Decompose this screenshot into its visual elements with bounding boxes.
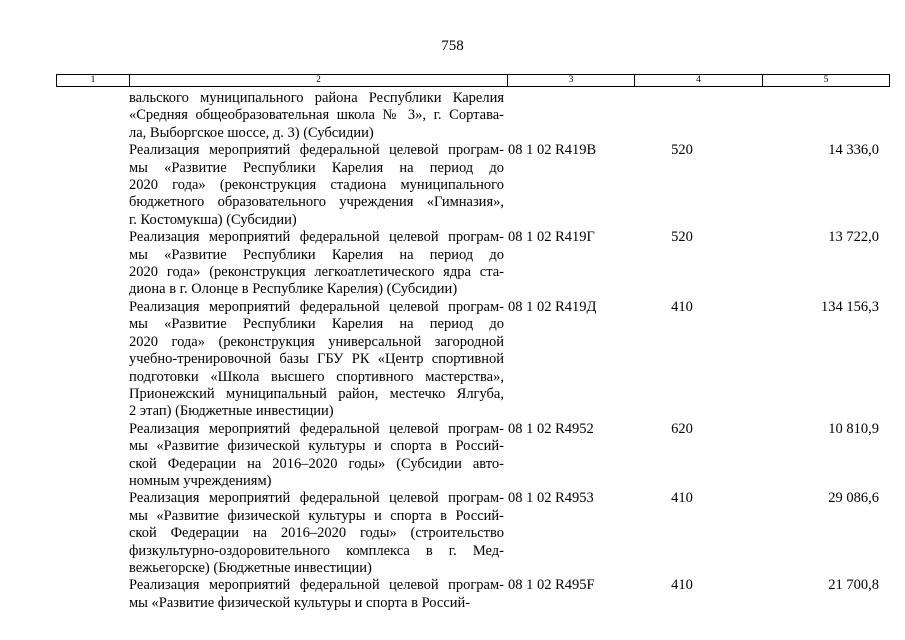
expense-description — [129, 577, 504, 612]
header-cell-4: 4 — [635, 75, 763, 87]
description-line: подготовки «Школа высшего спортивного мастерства», — [129, 368, 504, 385]
description-line: вальского муниципального района Республики Карелия — [129, 90, 504, 106]
table-row — [56, 421, 889, 491]
description-line: мы «Развитие Республики Карелия на период до — [129, 246, 504, 263]
description-line: мы «Развитие Республики Карелия на период до — [129, 159, 504, 176]
description-line: мы «Развитие физической культуры и спорта в Россий- — [129, 438, 504, 455]
description-line: 2020 года» (реконструкция универсальной загородной — [129, 333, 504, 350]
header-cell-1: 1 — [57, 75, 130, 87]
description-line: физкультурно-оздоровительного комплекса в г. Мед- — [129, 542, 504, 559]
description-line: ской Федерации на 2016–2020 годы» (строительство — [129, 525, 504, 542]
description-line: Реализация мероприятий федеральной целевой програм- — [129, 298, 504, 315]
header-row — [57, 75, 890, 87]
page-number: 758 — [441, 38, 464, 54]
description-line: «Средняя общеобразовательная школа № 3», г. Сортава- — [129, 107, 504, 124]
amount-value: 29 086,6 — [828, 490, 879, 507]
description-line: вежьегорске) (Бюджетные инвестиции) — [129, 559, 372, 576]
description-line: мы «Развитие физической культуры и спорта в Россий- — [129, 507, 504, 524]
amount-value: 14 336,0 — [828, 142, 879, 159]
expense-type-code: 410 — [671, 298, 693, 315]
description-line: Прионежский муниципальный район, местечко Ялгуба, — [129, 385, 504, 402]
table-row — [56, 299, 889, 421]
expense-description — [129, 421, 504, 491]
description-line: Реализация мероприятий федеральной целевой програм- — [129, 142, 504, 159]
target-article-code: 08 1 02 R495F — [508, 577, 595, 594]
table-row — [56, 577, 889, 612]
header-cell-5: 5 — [763, 75, 890, 87]
description-line: г. Костомукша) (Субсидии) — [129, 211, 297, 228]
target-article-code: 08 1 02 R419Д — [508, 298, 597, 315]
table-row — [56, 229, 889, 299]
description-line: мы «Развитие Республики Карелия на период до — [129, 316, 504, 333]
description-line: учебно-тренировочной базы ГБУ РК «Центр спортивной — [129, 351, 504, 368]
target-article-code: 08 1 02 R4952 — [508, 420, 594, 437]
amount-value: 10 810,9 — [828, 420, 879, 437]
expense-type-code: 620 — [671, 420, 693, 437]
expense-type-code: 410 — [671, 490, 693, 507]
description-line: ла, Выборгское шоссе, д. 3) (Субсидии) — [129, 124, 374, 141]
description-line: Реализация мероприятий федеральной целевой програм- — [129, 490, 504, 507]
expense-description — [129, 142, 504, 229]
description-line: 2020 года» (реконструкция стадиона муниципального — [129, 177, 504, 194]
expense-description — [129, 90, 504, 142]
header-cell-3: 3 — [508, 75, 635, 87]
expense-description — [129, 299, 504, 421]
description-line: Реализация мероприятий федеральной целевой програм- — [129, 420, 504, 437]
description-line: ской Федерации на 2016–2020 годы» (Субсидии авто- — [129, 455, 504, 472]
description-line: номным учреждениям) — [129, 472, 272, 489]
table-row — [56, 490, 889, 577]
description-line: Реализация мероприятий федеральной целевой програм- — [129, 577, 504, 594]
description-line: Реализация мероприятий федеральной целевой програм- — [129, 229, 504, 246]
description-line: 2020 года» (реконструкция легкоатлетического ядра ста- — [129, 264, 504, 281]
amount-value: 134 156,3 — [821, 298, 879, 315]
table-row — [56, 90, 889, 142]
expense-type-code: 520 — [671, 229, 693, 246]
expense-type-code: 410 — [671, 577, 693, 594]
amount-value: 13 722,0 — [828, 229, 879, 246]
description-line: мы «Развитие физической культуры и спорта в Россий- — [129, 594, 471, 611]
target-article-code: 08 1 02 R4953 — [508, 490, 594, 507]
description-line: диона в г. Олонце в Республике Карелия) (Субсидии) — [129, 281, 458, 298]
column-number-header — [56, 74, 890, 87]
table-row — [56, 142, 889, 229]
expense-type-code: 520 — [671, 142, 693, 159]
description-line: бюджетного образовательного учреждения «Гимназия», — [129, 194, 504, 211]
header-cell-2: 2 — [130, 75, 508, 87]
target-article-code: 08 1 02 R419В — [508, 142, 597, 159]
expense-description — [129, 229, 504, 299]
amount-value: 21 700,8 — [828, 577, 879, 594]
description-line: 2 этап) (Бюджетные инвестиции) — [129, 403, 334, 420]
target-article-code: 08 1 02 R419Г — [508, 229, 595, 246]
budget-table-body — [56, 90, 889, 612]
expense-description — [129, 490, 504, 577]
